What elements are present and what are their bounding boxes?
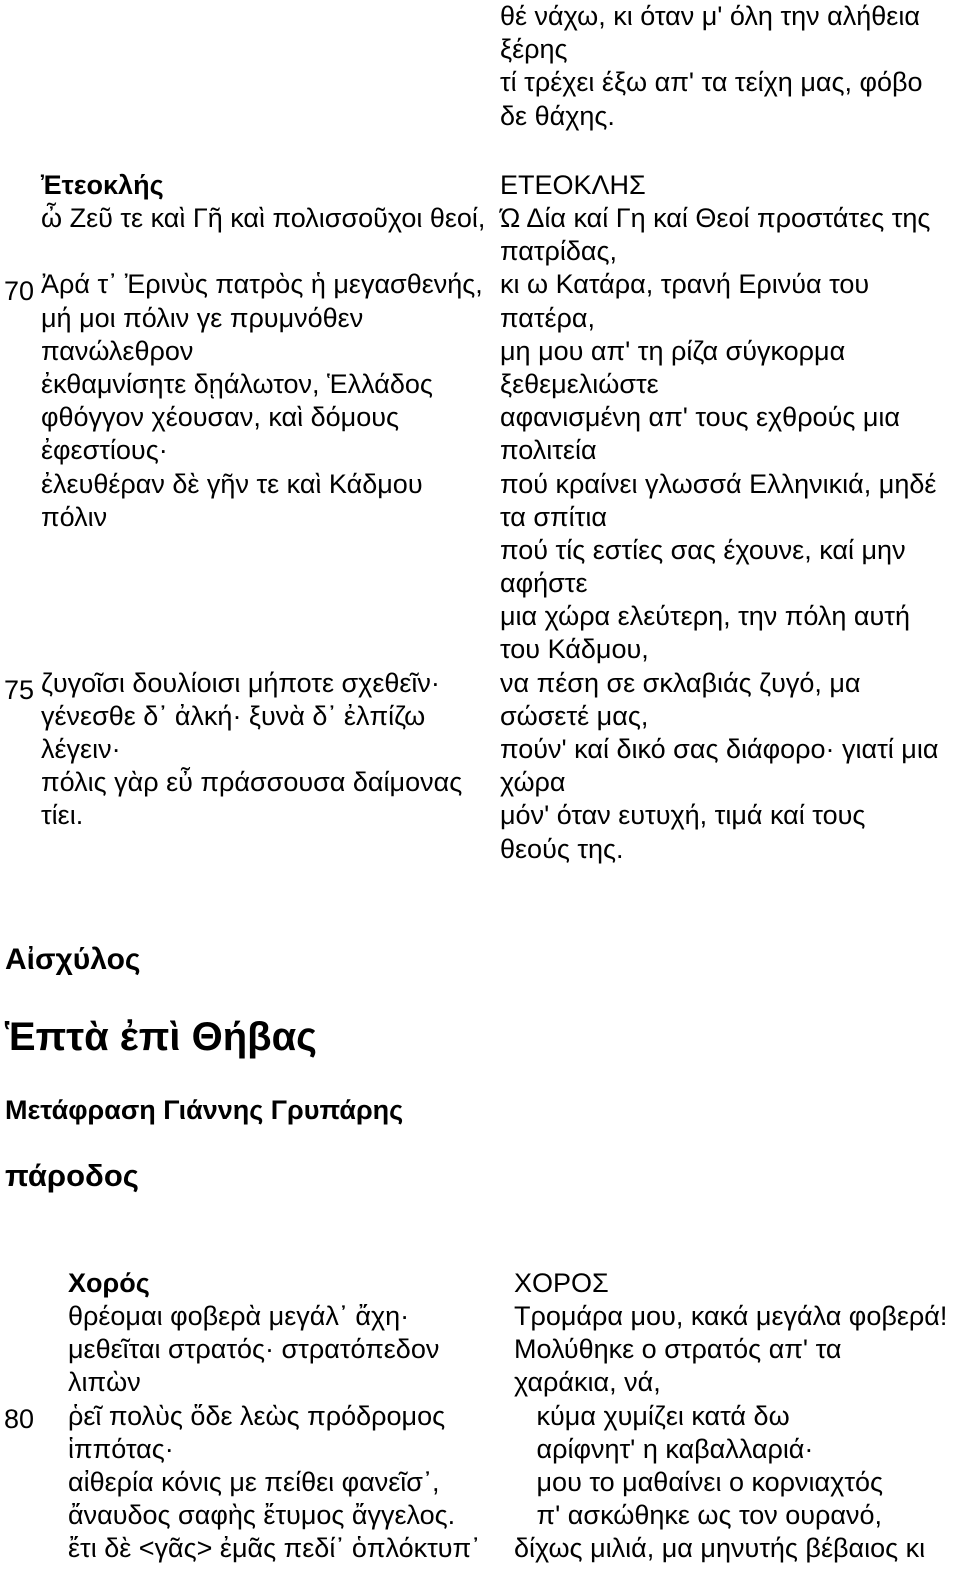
line-number: 75: [4, 675, 35, 705]
modern-line: π' ασκώθηκε ως τον ουρανό,: [514, 1500, 883, 1531]
greek-line: πόλιν: [41, 501, 108, 532]
greek-line: [41, 600, 496, 633]
modern-line: πατέρα,: [500, 302, 596, 333]
modern-line: χώρα: [500, 767, 566, 798]
work-title: Ἑπτὰ ἐπὶ Θήβας: [5, 1015, 317, 1059]
modern-line: πολιτεία: [500, 435, 597, 466]
modern-line: του Κάδμου,: [500, 634, 649, 665]
greek-line: τίει.: [41, 800, 84, 831]
greek-line: ζυγοῖσι δουλίοισι μήποτε σχεθεῖν·: [41, 667, 440, 698]
modern-line: κι ω Κατάρα, τρανή Ερινύα του: [500, 269, 870, 300]
greek-line: ἔτι δὲ <γᾶς> ἐμᾶς πεδί᾽ ὁπλόκτυπ᾽: [68, 1533, 481, 1564]
modern-line: αφήστε: [500, 568, 588, 599]
modern-line: ξεθεμελιώστε: [500, 368, 659, 399]
greek-line: μή μοι πόλιν γε πρυμνόθεν: [41, 302, 364, 333]
greek-line: ἄναυδος σαφὴς ἔτυμος ἄγγελος.: [68, 1500, 456, 1531]
section-heading: πάροδος: [5, 1158, 139, 1193]
greek-line: γένεσθε δ᾽ ἀλκή· ξυνὰ δ᾽ ἐλπίζω: [41, 700, 426, 731]
modern-line: Τρομάρα μου, κακά μεγάλα φοβερά!: [514, 1301, 948, 1331]
greek-line: [41, 567, 496, 600]
modern-line: τα σπίτια: [500, 501, 607, 532]
line-number: 80: [4, 1404, 35, 1434]
modern-line: πατρίδας,: [500, 236, 618, 267]
modern-line: Μολύθηκε ο στρατός απ' τα: [514, 1334, 842, 1365]
greek-line: Ἀρά τ᾽ Ἐρινὺς πατρὸς ἡ μεγασθενής,: [41, 269, 483, 300]
text-line: δε θάχης.: [500, 100, 615, 131]
greek-line: ἐλευθέραν δὲ γῆν τε καὶ Κάδμου: [41, 468, 423, 499]
modern-line: αρίφνητ' η καβαλλαριά·: [514, 1433, 814, 1464]
text-line: ξέρης: [500, 34, 568, 65]
text-line: θέ νάχω, κι όταν μ' όλη την αλήθεια: [500, 1, 920, 31]
greek-line: [41, 633, 496, 666]
greek-line: ἐφεστίους·: [41, 435, 168, 466]
modern-line: μη μου απ' τη ρίζα σύγκορμα: [500, 335, 846, 366]
modern-line: μόν' όταν ευτυχή, τιμά καί τους: [500, 800, 866, 831]
modern-line: θεούς της.: [500, 833, 624, 864]
greek-line: ὦ Ζεῦ τε καὶ Γῆ καὶ πολισσοῦχοι θεοί,: [41, 203, 486, 233]
greek-line: μεθεῖται στρατός· στρατόπεδον: [68, 1334, 440, 1365]
modern-speaker-eteocles: ΕΤΕΟΚΛΗΣ: [500, 170, 646, 200]
modern-text-chorus: [514, 1300, 960, 1566]
greek-line: ῥεῖ πολὺς ὅδε λεὼς πρόδρομος: [68, 1400, 446, 1431]
modern-line: πού κραίνει γλωσσά Ελληνικιά, μηδέ: [500, 468, 937, 499]
greek-line: [41, 235, 496, 268]
greek-speaker-eteocles: Ἐτεοκλής: [41, 170, 164, 200]
greek-line: λέγειν·: [41, 734, 121, 764]
modern-line: να πέση σε σκλαβιάς ζυγό, μα: [500, 667, 861, 698]
modern-line: δίχως μιλιά, μα μηνυτής βέβαιος κι: [514, 1533, 926, 1564]
text-line: τί τρέχει έξω απ' τα τείχη μας, φόβο: [500, 67, 923, 98]
modern-line: πούν' καί δικό σας διάφορο· γιατί μια: [500, 734, 939, 764]
author-heading: Αἰσχύλος: [5, 943, 141, 976]
greek-text-eteocles: [41, 202, 496, 833]
greek-line: πόλις γὰρ εὖ πράσσουσα δαίμονας: [41, 767, 463, 798]
top-translation-block: [500, 0, 960, 133]
line-number: 70: [4, 276, 35, 306]
greek-line: αἰθερία κόνις με πείθει φανεῖσ᾽,: [68, 1466, 440, 1497]
greek-line: λιπὼν: [68, 1367, 141, 1398]
greek-line: φθόγγον χέουσαν, καὶ δόμους: [41, 402, 400, 433]
modern-line: σώσετέ μας,: [500, 700, 649, 731]
greek-line: θρέομαι φοβερὰ μεγάλ᾽ ἄχη·: [68, 1301, 410, 1331]
greek-text-chorus: [68, 1300, 508, 1566]
greek-line: [41, 534, 496, 567]
modern-speaker-chorus: ΧΟΡΟΣ: [514, 1268, 609, 1298]
greek-speaker-chorus: Χορός: [68, 1268, 150, 1298]
greek-line: ἱππότας·: [68, 1433, 174, 1464]
modern-line: πού τίς εστίες σας έχουνε, καί μην: [500, 534, 906, 565]
modern-line: μου το μαθαίνει ο κορνιαχτός: [514, 1466, 884, 1497]
modern-text-eteocles: [500, 202, 960, 866]
modern-line: Ώ Δία καί Γη καί Θεοί προστάτες της: [500, 203, 931, 233]
modern-line: μια χώρα ελεύτερη, την πόλη αυτή: [500, 601, 910, 632]
greek-line: πανώλεθρον: [41, 335, 194, 366]
greek-line: ἐκθαμνίσητε δῃάλωτον, Ἑλλάδος: [41, 368, 433, 399]
modern-line: αφανισμένη απ' τους εχθρούς μια: [500, 402, 901, 433]
modern-line: χαράκια, νά,: [514, 1367, 661, 1398]
translator-heading: Μετάφραση Γιάννης Γρυπάρης: [5, 1095, 404, 1125]
modern-line: κύμα χυμίζει κατά δω: [514, 1400, 790, 1431]
